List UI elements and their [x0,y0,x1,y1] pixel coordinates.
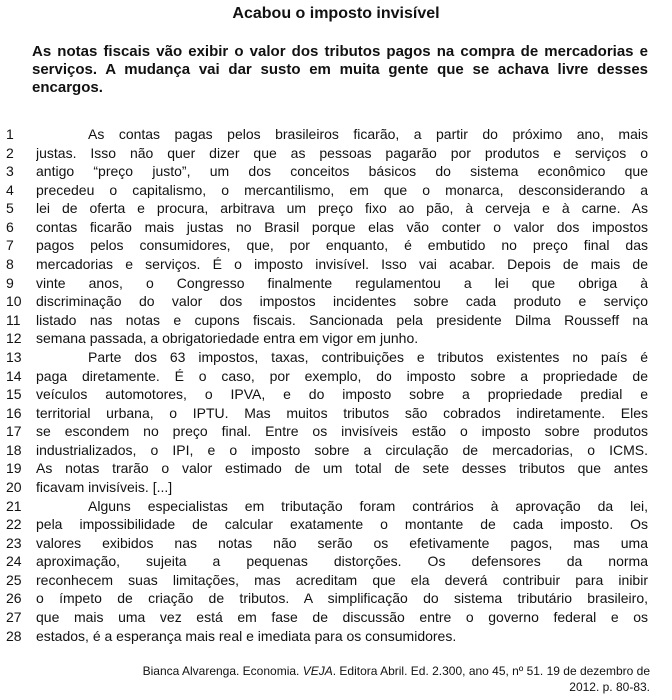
text-line [0,571,672,590]
text-line [0,534,672,553]
line-number: 24 [6,553,22,570]
line-number: 22 [6,516,22,533]
line-number: 27 [6,609,22,626]
line-number: 4 [6,181,14,198]
text-line [0,199,672,218]
line-text: pagos pelos consumidores, que, por enquanto, é embutido no preço final das [36,237,648,254]
text-line [0,274,672,293]
text-line [0,218,672,237]
text-line [0,459,672,478]
article-title: Acabou o imposto invisível [232,5,440,22]
line-number: 28 [6,627,22,644]
line-text: valores exibidos nas notas não serão os efetivamente pagos, mas uma [36,534,648,551]
line-number: 21 [6,497,22,514]
text-line [0,162,672,181]
line-number: 9 [6,274,14,291]
citation-author: Bianca Alvarenga. Economia. [142,664,303,678]
line-text: lei de oferta e procura, arbitrava um preço fixo ao pão, à cerveja e à carne. As [36,200,648,217]
line-text: o ímpeto de criação de tributos. A simplificação do sistema tributário brasileiro, [36,590,648,607]
line-number: 13 [6,348,22,365]
line-number: 14 [6,367,22,384]
text-line [0,497,672,516]
line-text: se escondem no preço final. Entre os invisíveis estão o imposto sobre produtos [36,423,648,440]
text-line [0,404,672,423]
line-text: territorial urbana, o IPTU. Mas muitos tributos são cobrados indiretamente. Eles [36,404,648,421]
citation-magazine: VEJA [302,664,333,678]
line-number: 20 [6,478,22,495]
line-text: As notas trarão o valor estimado de um total de sete desses tributos que antes [36,460,648,477]
line-number: 26 [6,590,22,607]
line-number: 23 [6,534,22,551]
line-text: semana passada, a obrigatoriedade entra em vigor em junho. [36,330,419,347]
line-number: 3 [6,163,14,180]
line-number: 10 [6,293,22,310]
line-text: discriminação do valor dos impostos incidentes sobre cada produto e serviço [36,293,648,310]
line-number: 12 [6,330,22,347]
line-text: antigo “preço justo”, um dos conceitos básicos do sistema econômico que [36,163,648,180]
line-text: Alguns especialistas em tributação foram contrários à aprovação da lei, [88,497,648,514]
line-number: 11 [6,311,21,328]
line-number: 18 [6,441,22,458]
line-number: 1 [6,126,14,142]
line-number: 8 [6,256,14,273]
line-number: 17 [6,423,22,440]
line-text: precedeu o capitalismo, o mercantilismo, em que o monarca, desconsiderando a [36,181,648,198]
line-number: 7 [6,237,14,254]
line-text: listado nas notas e cupons fiscais. Sancionada pela presidente Dilma Rousseff na [36,311,648,328]
text-line [0,292,672,311]
line-text: veículos automotores, o IPVA, e do imposto sobre a propriedade predial e [36,386,648,403]
line-text: que mais uma vez está em fase de discussão entre o governo federal e os [36,609,648,626]
line-text: estados, é a esperança mais real e imediata para os consumidores. [36,627,457,644]
text-line [0,422,672,441]
text-line [0,589,672,608]
text-line [0,181,672,200]
line-text: reconhecem suas limitações, mas acreditam que ela deverá contribuir para inibir [36,571,648,588]
text-line [0,478,672,497]
line-text: justas. Isso não quer dizer que as pessoas pagarão por produtos e serviços o [36,144,648,161]
line-number: 16 [6,404,22,421]
citation [140,663,650,695]
line-number: 25 [6,571,22,588]
text-line [0,255,672,274]
text-line [0,236,672,255]
line-text: paga diretamente. É o caso, por exemplo, do imposto sobre a propriedade de [36,367,648,384]
line-number: 2 [6,144,14,161]
article-subtitle: As notas fiscais vão exibir o valor dos tributos pagos na compra de mercadorias e serviços. A mudança vai dar susto em muita gente que se achava livre desses encargos. [32,43,648,96]
line-text: vinte anos, o Congresso finalmente regulamentou a lei que obriga à [36,274,648,291]
text-line [0,608,672,627]
line-text: As contas pagas pelos brasileiros ficarão, a partir do próximo ano, mais [88,126,648,142]
line-text: pela impossibilidade de calcular exatamente o montante de cada imposto. Os [36,516,648,533]
text-line [0,552,672,571]
text-line [0,441,672,460]
line-text: industrializados, o IPI, e o imposto sobre a circulação de mercadorias, o ICMS. [36,441,648,458]
text-line [0,627,672,646]
line-text: aproximação, sujeita a pequenas distorções. Os defensores da norma [36,553,648,570]
article-body [0,125,672,645]
line-text: mercadorias e serviços. É o imposto invisível. Isso vai acabar. Depois de mais de [36,256,648,273]
text-line [0,329,672,348]
line-number: 6 [6,218,14,235]
line-text: Parte dos 63 impostos, taxas, contribuições e tributos existentes no país é [88,348,648,365]
text-line [0,311,672,330]
text-line [0,515,672,534]
text-line [0,385,672,404]
line-number: 5 [6,200,14,217]
line-text: ficavam invisíveis. [...] [36,478,173,495]
line-text: contas ficarão mais justas no Brasil porque elas vão conter o valor dos impostos [36,218,648,235]
line-number: 15 [6,386,22,403]
text-line [0,348,672,367]
text-line [0,144,672,163]
line-number: 19 [6,460,22,477]
text-line [0,125,672,144]
citation-details: . Editora Abril. Ed. 2.300, ano 45, nº 51. 19 de dezembro de 2012. p. 80-83. [332,664,650,694]
text-line [0,367,672,386]
